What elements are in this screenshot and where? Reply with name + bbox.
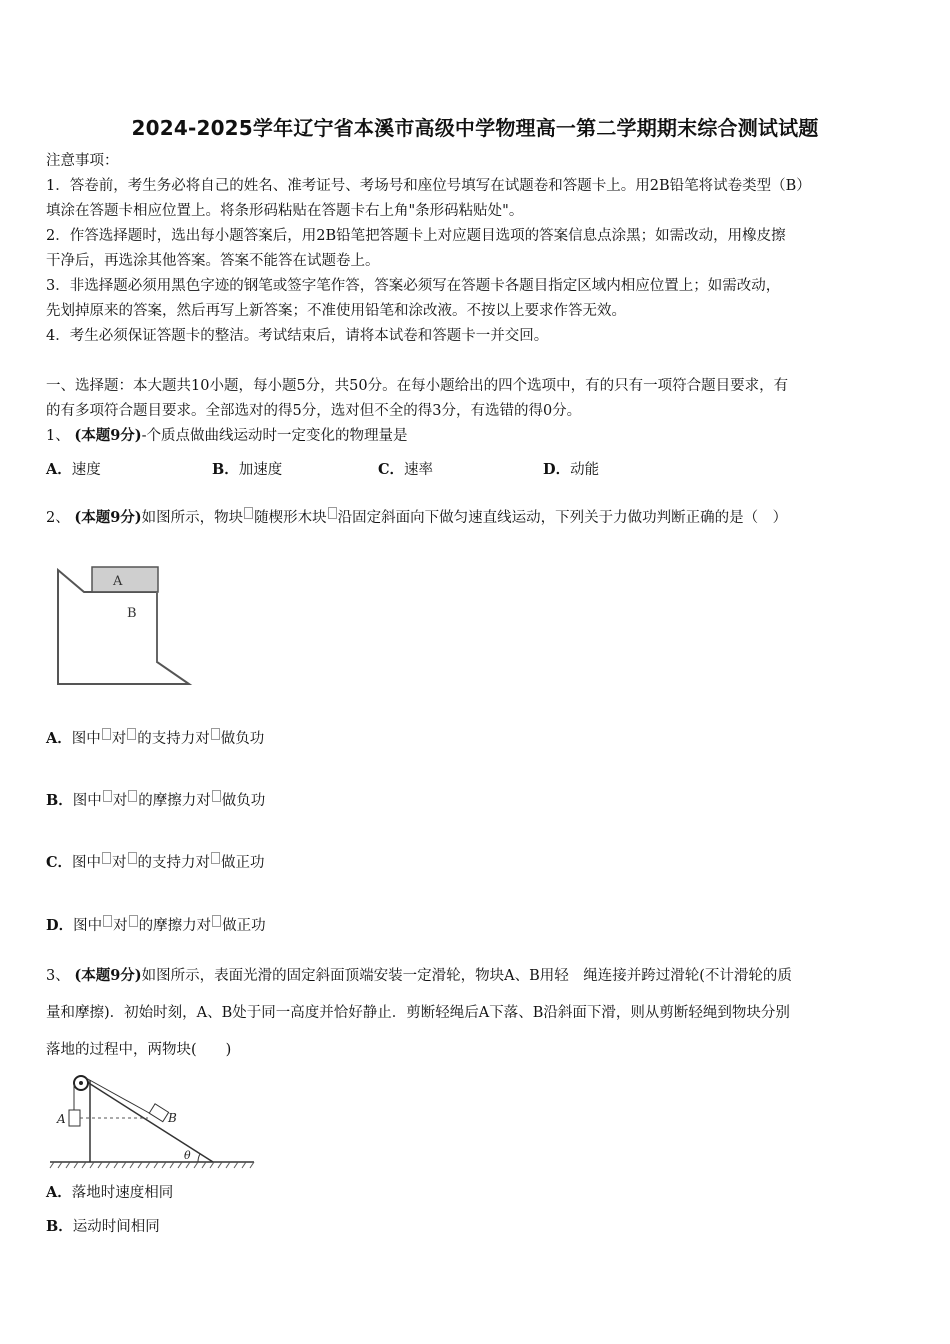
block-a-label: A xyxy=(113,574,123,589)
missing-glyph-icon xyxy=(103,915,112,927)
notice-line: 1．答卷前，考生务必将自己的姓名、准考证号、考场号和座位号填写在试题卷和答题卡上。用2B铅笔将试卷类型（B） xyxy=(46,178,811,194)
question-3-line: 量和摩擦)．初始时刻，A、B处于同一高度并恰好静止．剪断轻绳后A下落、B沿斜面下滑，则从剪断轻绳到物块分别 xyxy=(46,1005,790,1021)
q3-option-b: B．运动时间相同 xyxy=(46,1218,160,1235)
question-3-line: 落地的过程中，两物块( ) xyxy=(46,1042,232,1058)
q1-option-a: A．速度 xyxy=(46,461,101,478)
q3-option-a: A．落地时速度相同 xyxy=(46,1184,174,1201)
missing-glyph-icon xyxy=(102,728,111,740)
question-score: (本题9分) xyxy=(74,967,142,984)
label-theta: θ xyxy=(184,1149,191,1162)
missing-glyph-icon xyxy=(212,790,221,802)
question-3: 3、 (本题9分)如图所示，表面光滑的固定斜面顶端安装一定滑轮，物块A、B用轻 绳连接并跨过滑轮(不计滑轮的质 xyxy=(46,967,792,984)
block-a xyxy=(69,1110,80,1126)
missing-glyph-icon xyxy=(211,852,220,864)
question-score: (本题9分) xyxy=(74,509,142,526)
q1-option-b: B．加速度 xyxy=(212,461,283,478)
notice-line: 先划掉原来的答案，然后再写上新答案；不准使用铅笔和涂改液。不按以上要求作答无效。 xyxy=(46,303,626,319)
q2-option-d: D．图中 对 的摩擦力对 做正功 xyxy=(46,917,266,934)
label-b: B xyxy=(168,1111,177,1125)
question-number: 1、 xyxy=(46,428,70,444)
block-b-label: B xyxy=(127,606,137,621)
block-b xyxy=(149,1104,168,1122)
missing-glyph-icon xyxy=(128,790,137,802)
missing-glyph-icon xyxy=(102,852,111,864)
missing-glyph-icon xyxy=(328,507,337,519)
wedge-figure xyxy=(52,562,197,692)
section-line: 的有多项符合题目要求。全部选对的得5分，选对但不全的得3分，有选错的得0分。 xyxy=(46,403,582,419)
question-1 xyxy=(46,426,408,446)
q1-option-c: C．速率 xyxy=(378,461,434,478)
section-line: 一、选择题：本大题共10小题，每小题5分，共50分。在每小题给出的四个选项中，有的只有一项符合题目要求，有 xyxy=(46,378,789,394)
question-score: (本题9分) xyxy=(74,427,142,444)
label-a: A xyxy=(57,1112,66,1126)
notice-line: 2．作答选择题时，选出每小题答案后，用2B铅笔把答题卡上对应题目选项的答案信息点涂黑；如需改动，用橡皮擦 xyxy=(46,228,786,244)
missing-glyph-icon xyxy=(211,728,220,740)
question-number: 3、 xyxy=(46,968,70,984)
block-a xyxy=(92,567,158,592)
missing-glyph-icon xyxy=(244,507,253,519)
missing-glyph-icon xyxy=(103,790,112,802)
notice-line: 3．非选择题必须用黑色字迹的钢笔或签字笔作答，答案必须写在答题卡各题目指定区域内相应位置上；如需改动， xyxy=(46,278,781,294)
q2-option-c: C．图中 对 的支持力对 做正功 xyxy=(46,854,265,871)
missing-glyph-icon xyxy=(212,915,221,927)
notice-line: 干净后，再选涂其他答案。答案不能答在试题卷上。 xyxy=(46,253,380,269)
pulley-incline-figure xyxy=(48,1070,258,1170)
q1-option-d: D．动能 xyxy=(543,461,600,478)
q2-option-b: B．图中 对 的摩擦力对 做负功 xyxy=(46,792,266,809)
missing-glyph-icon xyxy=(127,728,136,740)
missing-glyph-icon xyxy=(129,915,138,927)
question-number: 2、 xyxy=(46,510,70,526)
incline-surface xyxy=(84,1080,213,1162)
notice-heading: 注意事项： xyxy=(46,153,119,169)
missing-glyph-icon xyxy=(128,852,137,864)
notice-line: 4．考生必须保证答题卡的整洁。考试结束后，请将本试卷和答题卡一并交回。 xyxy=(46,328,549,344)
question-text: -个质点做曲线运动时一定变化的物理量是 xyxy=(141,428,408,444)
page-title: 2024-2025学年辽宁省本溪市高级中学物理高一第二学期期末综合测试试题 xyxy=(131,116,819,140)
q2-option-a: A．图中 对 的支持力对 做负功 xyxy=(46,730,265,747)
question-2: 2、 (本题9分)如图所示，物块 随楔形木块 沿固定斜面向下做匀速直线运动，下列关于力做功判断正确的是（ ） xyxy=(46,509,788,526)
notice-line: 填涂在答题卡相应位置上。将条形码粘贴在答题卡右上角"条形码粘贴处"。 xyxy=(46,203,524,219)
